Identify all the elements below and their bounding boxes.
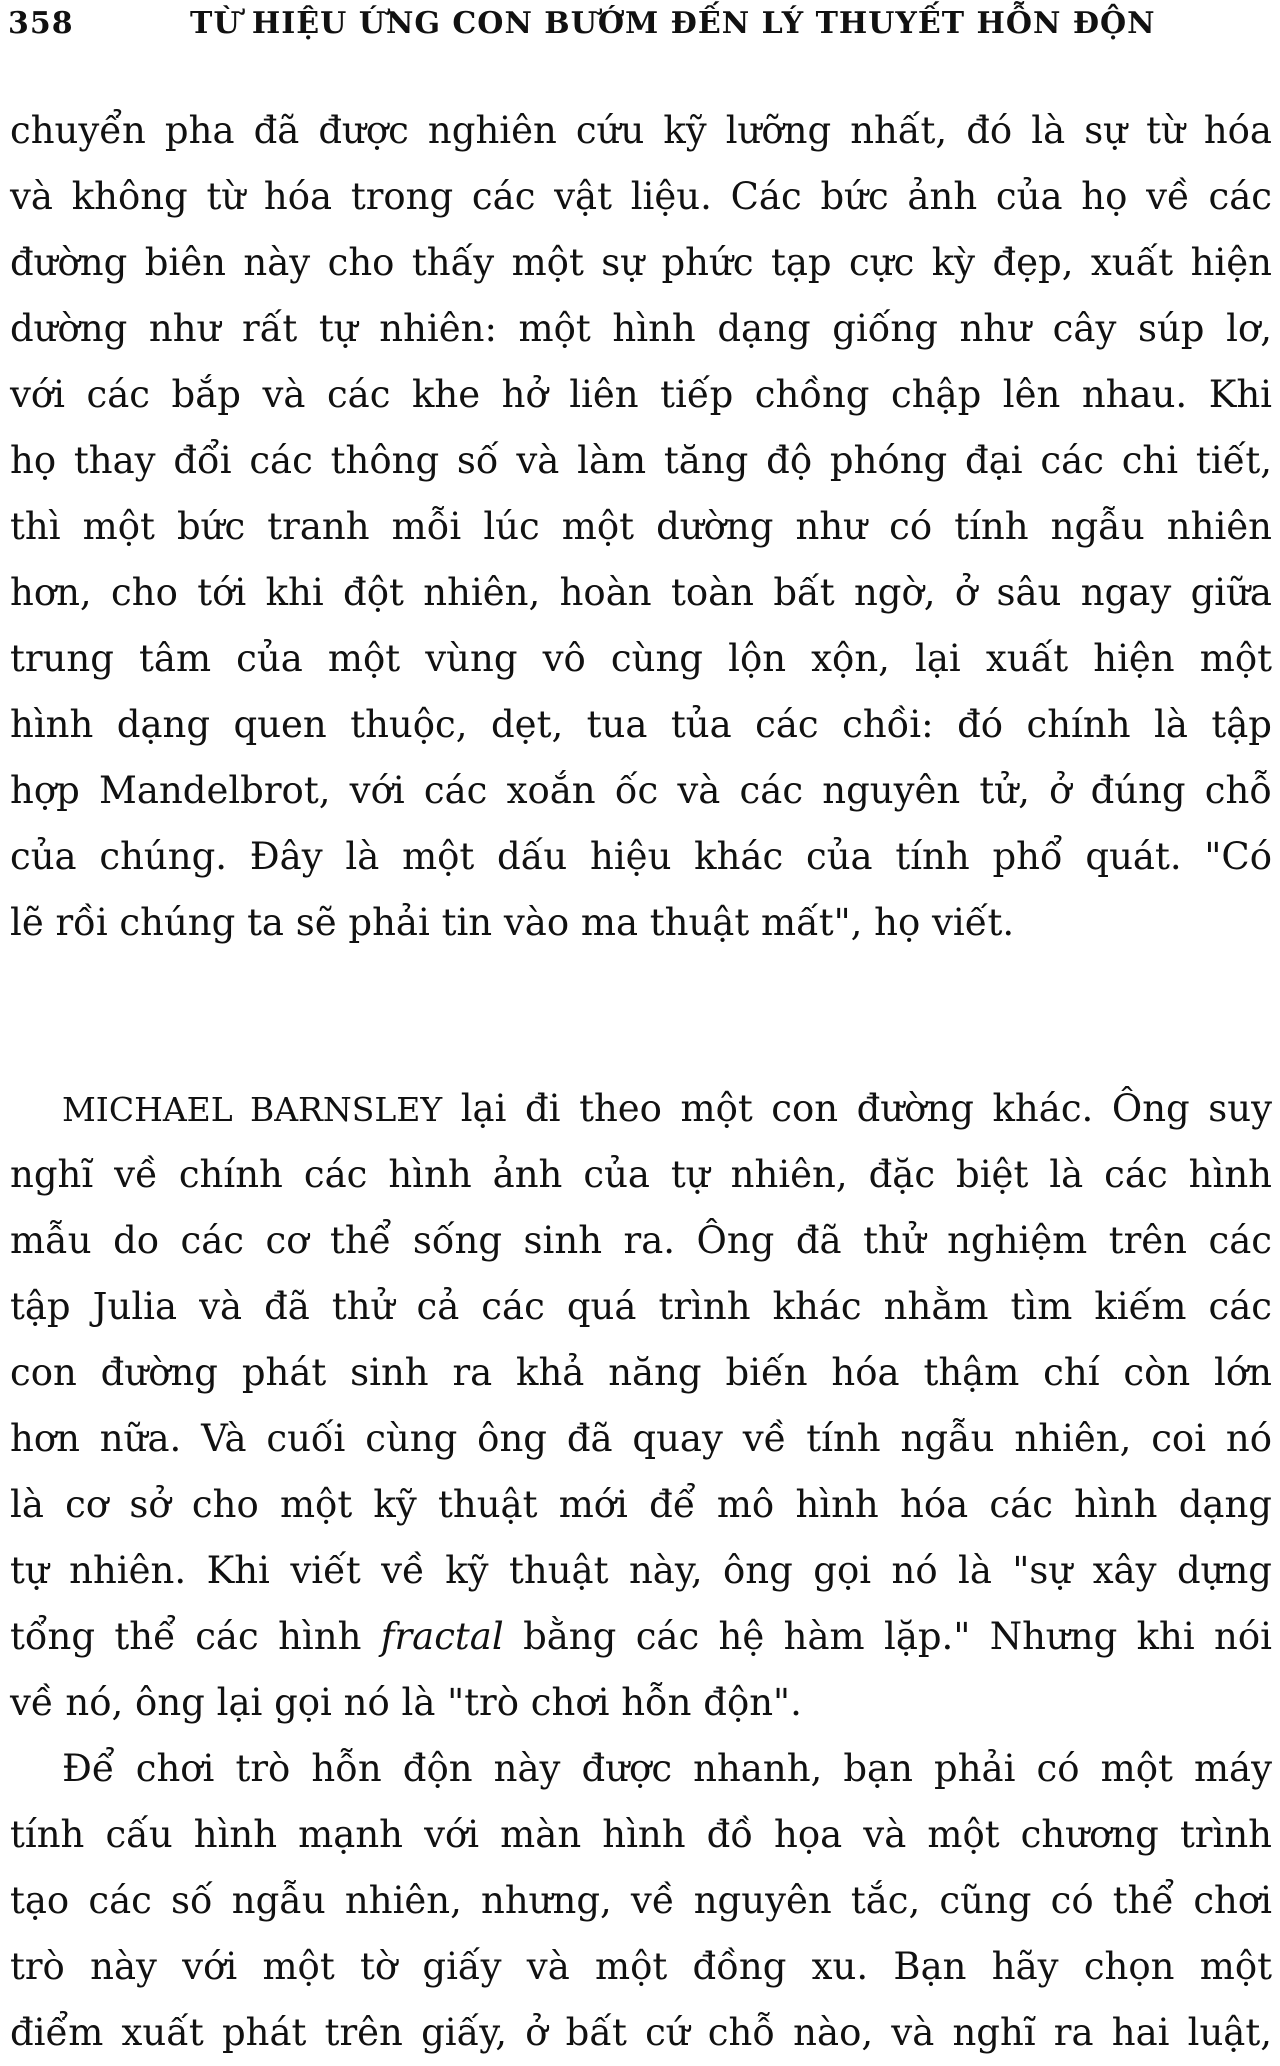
line-text-before: tổng thể các hình (10, 1615, 381, 1658)
page-number: 358 (8, 6, 74, 41)
paragraph-line: con đường phát sinh ra khả năng biến hóa thậm chí còn lớn (10, 1351, 1272, 1394)
paragraph-2 (10, 1076, 1272, 1736)
paragraph-line: Để chơi trò hỗn độn này được nhanh, bạn phải có một máy (62, 1747, 1272, 1790)
paragraph-line: trò này với một tờ giấy và một đồng xu. Bạn hãy chọn một (10, 1945, 1272, 1988)
paragraph-line: chuyển pha đã được nghiên cứu kỹ lưỡng nhất, đó là sự từ hóa (10, 109, 1272, 152)
paragraph-line: về nó, ông lại gọi nó là "trò chơi hỗn độn". (10, 1681, 802, 1724)
paragraph-line: đường biên này cho thấy một sự phức tạp cực kỳ đẹp, xuất hiện (10, 241, 1272, 284)
paragraph-line: lẽ rồi chúng ta sẽ phải tin vào ma thuật mất", họ viết. (10, 901, 1015, 944)
paragraph-line-text: lại đi theo một con đường khác. Ông suy (442, 1087, 1272, 1130)
paragraph-3 (10, 1736, 1272, 2066)
paragraph-first-line (10, 1076, 1272, 1142)
paragraph-line: dường như rất tự nhiên: một hình dạng giống như cây súp lơ, (10, 307, 1272, 350)
paragraph-line: điểm xuất phát trên giấy, ở bất cứ chỗ nào, và nghĩ ra hai luật, (10, 2011, 1272, 2054)
paragraph-line: hợp Mandelbrot, với các xoắn ốc và các nguyên tử, ở đúng chỗ (10, 769, 1272, 812)
line-text-after: bằng các hệ hàm lặp." Nhưng khi nói (503, 1615, 1272, 1658)
paragraph-line: tính cấu hình mạnh với màn hình đồ họa và một chương trình (10, 1813, 1272, 1856)
section-opening-name: MICHAEL BARNSLEY (62, 1090, 443, 1129)
paragraph-1 (10, 98, 1272, 956)
paragraph-line-with-italic (10, 1604, 1272, 1670)
paragraph-line: của chúng. Đây là một dấu hiệu khác của tính phổ quát. "Có (10, 835, 1272, 878)
paragraph-line: hình dạng quen thuộc, dẹt, tua tủa các chồi: đó chính là tập (10, 703, 1272, 746)
paragraph-line: mẫu do các cơ thể sống sinh ra. Ông đã thử nghiệm trên các (10, 1219, 1272, 1262)
italic-term: fractal (380, 1615, 504, 1658)
running-title: TỪ HIỆU ỨNG CON BƯỚM ĐẾN LÝ THUYẾT HỖN ĐỘN (190, 6, 1156, 41)
paragraph-line: tự nhiên. Khi viết về kỹ thuật này, ông gọi nó là "sự xây dựng (10, 1549, 1272, 1592)
paragraph-line: tập Julia và đã thử cả các quá trình khác nhằm tìm kiếm các (10, 1285, 1272, 1328)
paragraph-line: với các bắp và các khe hở liên tiếp chồng chập lên nhau. Khi (10, 373, 1272, 416)
paragraph-line: hơn, cho tới khi đột nhiên, hoàn toàn bất ngờ, ở sâu ngay giữa (10, 571, 1272, 614)
paragraph-line: là cơ sở cho một kỹ thuật mới để mô hình hóa các hình dạng (10, 1483, 1272, 1526)
paragraph-line: tạo các số ngẫu nhiên, nhưng, về nguyên tắc, cũng có thể chơi (10, 1879, 1272, 1922)
paragraph-line: thì một bức tranh mỗi lúc một dường như có tính ngẫu nhiên (10, 505, 1272, 548)
paragraph-line: nghĩ về chính các hình ảnh của tự nhiên, đặc biệt là các hình (10, 1153, 1272, 1196)
paragraph-line: trung tâm của một vùng vô cùng lộn xộn, lại xuất hiện một (10, 637, 1272, 680)
paragraph-line: hơn nữa. Và cuối cùng ông đã quay về tính ngẫu nhiên, coi nó (10, 1417, 1272, 1460)
paragraph-line: họ thay đổi các thông số và làm tăng độ phóng đại các chi tiết, (10, 439, 1272, 482)
running-head (0, 6, 1280, 46)
paragraph-line: và không từ hóa trong các vật liệu. Các bức ảnh của họ về các (10, 175, 1272, 218)
